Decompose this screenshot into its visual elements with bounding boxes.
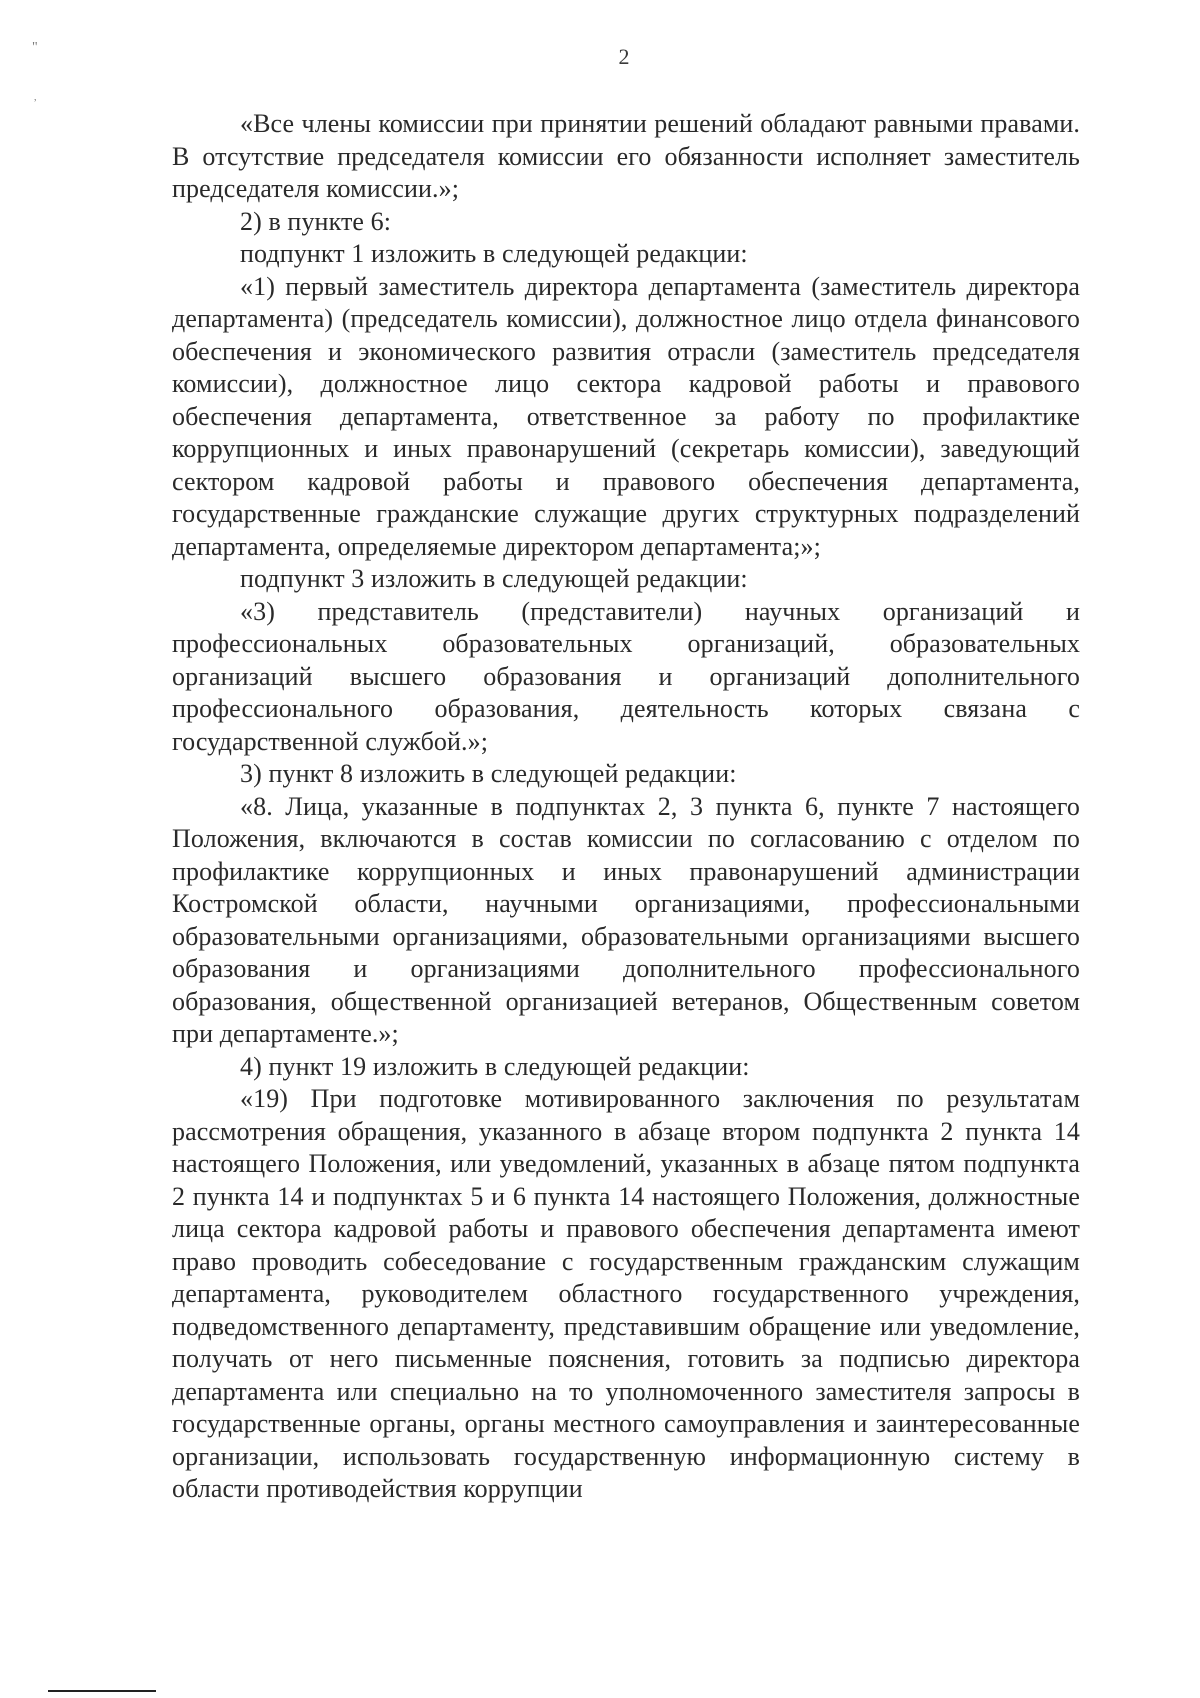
bottom-rule [48,1690,156,1692]
paragraph: 4) пункт 19 изложить в следующей редакции: [240,1051,750,1081]
paragraph: «3) представитель (представители) научных организаций и профессиональных образовательных организаций, образовательных организаций высшего образования и организаций дополнительного профессионального образования, деятельность которых связана с государственной службой.»; [172,596,1080,756]
paragraph: подпункт 3 изложить в следующей редакции: [240,564,748,593]
scan-mark: , [34,92,37,103]
paragraph: подпункт 1 изложить в следующей редакции: [240,239,748,268]
document-body [172,108,1080,1506]
paragraph: «8. Лица, указанные в подпунктах 2, 3 пункта 6, пункте 7 настоящего Положения, включаются в состав комиссии по согласованию с отделом по профилактике коррупционных и иных правонарушений администрации Костромской области, научными организациями, профессиональными образовательными организациями, образовательными организациями высшего образования и организациями дополнительного профессионального образования, общественной организацией ветеранов, Общественным советом при департаменте.»; [172,791,1080,1048]
paragraph: 2) в пункте 6: [240,206,392,236]
scan-mark: " [32,40,38,55]
paragraph: «Все члены комиссии при принятии решений обладают равными правами. В отсутствие председателя комиссии его обязанности исполняет заместитель председателя комиссии.»; [172,109,1080,203]
paragraph: 3) пункт 8 изложить в следующей редакции: [240,759,737,788]
page-number: 2 [618,44,630,69]
paragraph: «1) первый заместитель директора департамента (заместитель директора департамента) (председатель комиссии), должностное лицо отдела финансового обеспечения и экономического развития отрасли (заместитель председателя комиссии), должностное лицо сектора кадровой работы и правового обеспечения департамента, ответственное за работу по профилактике коррупционных и иных правонарушений (секретарь комиссии), заведующий сектором кадровой работы и правового обеспечения департамента, государственные гражданские служащие других структурных подразделений департамента, определяемые директором департамента;»; [172,271,1080,561]
paragraph: «19) При подготовке мотивированного заключения по результатам рассмотрения обращения, указанного в абзаце втором подпункта 2 пункта 14 настоящего Положения, или уведомлений, указанных в абзаце пятом подпункта 2 пункта 14 и подпунктах 5 и 6 пункта 14 настоящего Положения, должностные лица сектора кадровой работы и правового обеспечения департамента имеют право проводить собеседование с государственным гражданским служащим департамента, руководителем областного государственного учреждения, подведомственного департаменту, представившим обращение или уведомление, получать от него письменные пояснения, готовить за подписью директора департамента или специально на то уполномоченного заместителя запросы в государственные органы, органы местного самоуправления и заинтересованные организации, использовать государственную информационную систему в области противодействия коррупции [172,1084,1080,1503]
